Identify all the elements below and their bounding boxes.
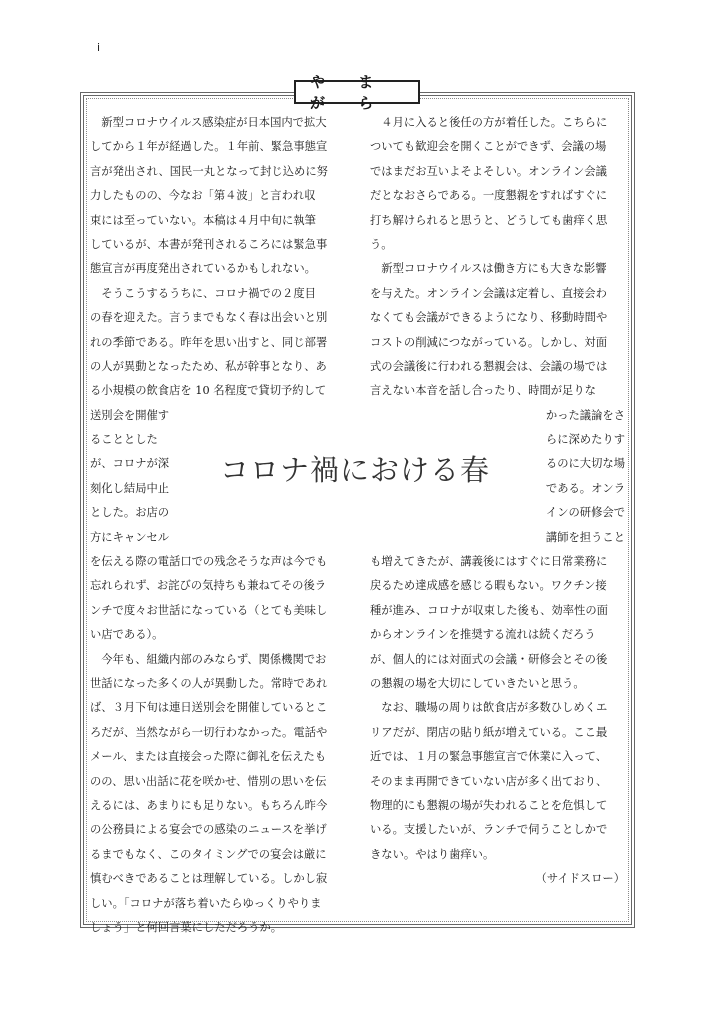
text-line: らに深めたりす <box>545 433 625 447</box>
text-line: リアだが、閉店の貼り紙が増えている。ここ最 <box>370 725 608 739</box>
text-line: ではまだお互いよそよそしい。オンライン会議 <box>370 164 607 178</box>
text-line: の懇親の場を大切にしていきたいと思う。 <box>370 676 585 690</box>
text-line: も増えてきたが、講義後にはすぐに日常業務に <box>370 555 608 569</box>
left-column <box>90 111 348 940</box>
text-line: るのに大切な場 <box>545 457 625 471</box>
text-line: である。オンラ <box>545 481 625 495</box>
text-line: ば、３月下旬は連日送別会を開催しているとこ <box>90 701 328 715</box>
text-line: えるには、あまりにも足りない。もちろん昨今 <box>90 798 328 812</box>
text-line: コストの削減につながっている。しかし、対面 <box>370 335 608 349</box>
text-line: 種が進み、コロナが収束した後も、効率性の面 <box>370 603 608 617</box>
text-line: インの研修会で <box>545 506 625 520</box>
text-line: 新型コロナウイルス感染症が日本国内で拡大 <box>90 116 327 129</box>
text-line: 態宣言が再度発出されているかもしれない。 <box>90 262 316 276</box>
text-line: 言が発出され、国民一丸となって封じ込めに努 <box>90 164 328 178</box>
text-line: 方にキャンセル <box>90 530 170 544</box>
text-line: 送別会を開催す <box>90 408 170 422</box>
text-line: なくても会議ができるようになり、移動時間や <box>370 311 608 325</box>
text-line: ることとした <box>90 433 158 447</box>
text-line: からオンラインを推奨する流れは続くだろう <box>370 628 596 642</box>
text-line: 忘れられず、お詫びの気持ちも兼ねてその後ラ <box>90 579 327 593</box>
text-line: の春を迎えた。言うまでもなく春は出会いと別 <box>90 311 328 325</box>
text-line: い店である）。 <box>90 628 164 642</box>
text-line: 慎むべきであることは理解している。しかし寂 <box>90 872 328 886</box>
text-line: のの、思い出話に花を咲かせ、惜別の思いを伝 <box>90 774 327 788</box>
text-line: の公務員による宴会での感染のニュースを挙げ <box>90 823 327 837</box>
text-line: ンチで度々お世話になっている（とても美味し <box>90 603 328 617</box>
text-line: ついても歓迎会を開くことができず、会議の場 <box>370 140 607 154</box>
text-line: しょう」と何回言葉にしただろうか。 <box>90 920 283 934</box>
headline: コロナ禍における春 <box>219 453 490 487</box>
text-line: 新型コロナウイルスは働き方にも大きな影響 <box>370 262 607 276</box>
text-line: なお、職場の周りは飲食店が多数ひしめくエ <box>370 701 608 715</box>
text-line: かった議論をさ <box>545 408 625 422</box>
text-line: 束には至っていない。本稿は４月中旬に執筆 <box>90 213 316 227</box>
text-line: ろだが、当然ながら一切行わなかった。電話や <box>90 725 328 739</box>
text-line: れの季節である。昨年を思い出すと、同じ部署 <box>90 335 328 349</box>
text-line: う。 <box>370 237 393 251</box>
column-title: や ま が ら <box>294 80 420 104</box>
text-line: の人が異動となったため、私が幹事となり、あ <box>90 359 327 373</box>
right-column <box>370 111 625 892</box>
text-line: が、コロナが深 <box>90 457 170 471</box>
text-line: しい。「コロナが落ち着いたらゆっくりやりま <box>90 896 322 910</box>
text-line: 力したものの、今なお「第４波」と言われ収 <box>90 189 316 203</box>
text-line: るまでもなく、このタイミングでの宴会は厳に <box>90 847 327 861</box>
text-line: 講師を担うこと <box>545 530 625 544</box>
text-line: そのまま再開できていない店が多く出ており、 <box>370 774 608 788</box>
text-line: そうこうするうちに、コロナ禍での２度目 <box>90 286 316 300</box>
text-line: 刻化し結局中止 <box>90 481 170 495</box>
text-line: きない。やはり歯痒い。 <box>370 847 495 861</box>
text-line: る小規模の飲食店を 10 名程度で貸切予約して <box>90 384 327 398</box>
text-line: だとなおさらである。一度懇親をすればすぐに <box>370 189 608 203</box>
text-line: いる。支援したいが、ランチで伺うことしかで <box>370 823 608 837</box>
text-line: （サイドスロー） <box>535 872 625 886</box>
text-line: メール、または直接会った際に御礼を伝えたも <box>90 750 327 764</box>
text-line: 今年も、組織内部のみならず、関係機関でお <box>90 652 327 666</box>
text-line: を与えた。オンライン会議は定着し、直接会わ <box>370 286 607 300</box>
text-line: とした。お店の <box>90 506 170 520</box>
text-line: ４月に入ると後任の方が着任した。こちらに <box>370 116 608 129</box>
text-line: 言えない本音を話し合ったり、時間が足りな <box>370 384 596 398</box>
page-number: i <box>97 41 101 54</box>
text-line: してから１年が経過した。１年前、緊急事態宣 <box>90 140 328 154</box>
text-line: 世話になった多くの人が異動した。常時であれ <box>90 676 328 690</box>
text-line: 打ち解けられると思うと、どうしても歯痒く思 <box>370 213 608 227</box>
text-line: が、個人的には対面式の会議・研修会とその後 <box>370 652 608 666</box>
text-line: 物理的にも懇親の場が失われることを危惧して <box>370 798 608 812</box>
text-line: しているが、本書が発刊されるころには緊急事 <box>90 237 328 251</box>
text-line: 近では、１月の緊急事態宣言で休業に入って、 <box>370 750 608 764</box>
text-line: を伝える際の電話口での残念そうな声は今でも <box>90 555 328 569</box>
text-line: 戻るため達成感を感じる暇もない。ワクチン接 <box>370 579 607 593</box>
text-line: 式の会議後に行われる懇親会は、会議の場では <box>370 359 608 373</box>
